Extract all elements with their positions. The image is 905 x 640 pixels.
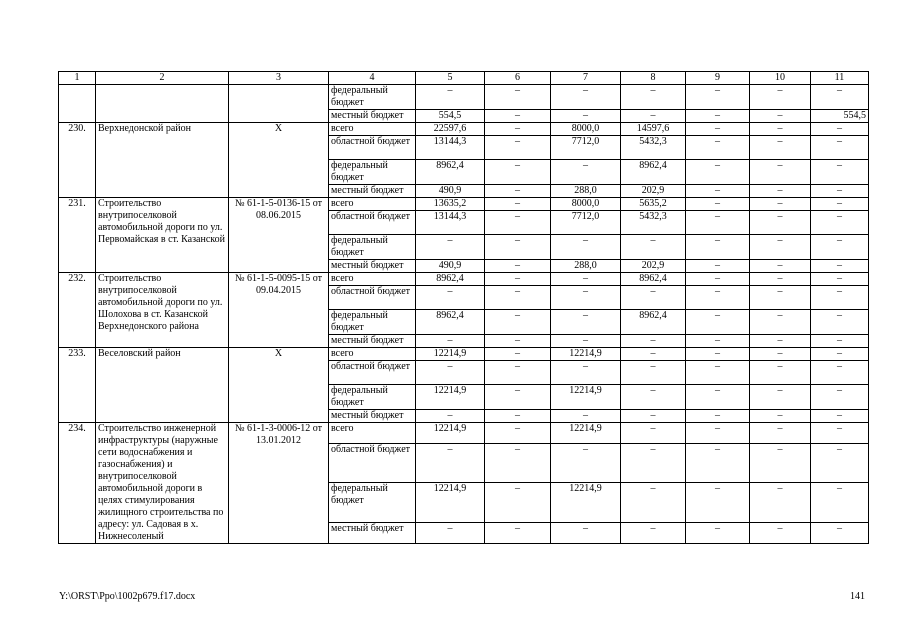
value-cell: – [485,198,551,211]
value-cell: – [416,410,485,423]
value-cell: – [750,310,811,335]
column-header: 11 [811,72,869,85]
document-ref: Х [229,123,329,198]
value-cell: – [811,85,869,110]
value-cell: – [811,410,869,423]
value-cell: 12214,9 [551,385,621,410]
value-cell: – [686,211,750,235]
value-cell: – [485,235,551,260]
budget-source-label: федеральный бюджет [329,160,416,185]
budget-source-label: областной бюджет [329,361,416,385]
value-cell: – [621,385,686,410]
value-cell: – [750,523,811,544]
value-cell: – [485,160,551,185]
value-cell: 13144,3 [416,136,485,160]
value-cell: – [811,423,869,444]
value-cell: 288,0 [551,185,621,198]
footer-file-path: Y:\ORST\Ppo\1002p679.f17.docx [59,591,196,602]
value-cell: 22597,6 [416,123,485,136]
value-cell: – [621,110,686,123]
value-cell: – [416,443,485,482]
value-cell: – [485,423,551,444]
budget-source-label: федеральный бюджет [329,310,416,335]
value-cell: – [750,160,811,185]
header-row [59,72,869,85]
budget-source-label: местный бюджет [329,260,416,273]
value-cell: – [811,348,869,361]
document-ref: № 61-1-3-0006-12 от 13.01.2012 [229,423,329,544]
table-row [59,123,869,136]
budget-source-label: областной бюджет [329,136,416,160]
budget-source-label: местный бюджет [329,523,416,544]
value-cell: – [686,310,750,335]
value-cell: 8962,4 [621,310,686,335]
table-row [59,198,869,211]
value-cell: – [485,110,551,123]
value-cell: 12214,9 [416,423,485,444]
value-cell: – [485,385,551,410]
value-cell: 554,5 [811,110,869,123]
object-name: Строительство инженерной инфраструктуры (наружные сети водоснабжения и газоснабжения) и внутрипоселковой автомобильной дороги в целях стимулирования жилищного строительства по адресу: ул. Садовая в х. Нижнесоленый [96,423,229,544]
value-cell: – [485,286,551,310]
value-cell: – [811,335,869,348]
value-cell: 5432,3 [621,136,686,160]
value-cell: 202,9 [621,185,686,198]
document-ref: Х [229,348,329,423]
column-header: 5 [416,72,485,85]
value-cell: 5635,2 [621,198,686,211]
value-cell: 8000,0 [551,123,621,136]
budget-table [58,71,869,544]
value-cell: – [621,361,686,385]
value-cell: – [621,482,686,522]
value-cell: – [621,335,686,348]
object-name: Веселовский район [96,348,229,423]
column-header: 4 [329,72,416,85]
budget-source-label: федеральный бюджет [329,85,416,110]
value-cell: – [750,361,811,385]
value-cell: 12214,9 [551,423,621,444]
value-cell: – [750,235,811,260]
value-cell: – [686,273,750,286]
value-cell: – [485,85,551,110]
value-cell: – [750,198,811,211]
value-cell: – [485,136,551,160]
value-cell: – [551,410,621,423]
value-cell: – [485,310,551,335]
table-row [59,348,869,361]
budget-source-label: областной бюджет [329,286,416,310]
value-cell: – [686,198,750,211]
column-header: 9 [686,72,750,85]
value-cell: – [551,235,621,260]
value-cell: – [686,235,750,260]
column-header: 8 [621,72,686,85]
value-cell: 12214,9 [551,348,621,361]
value-cell: – [750,136,811,160]
value-cell: 8962,4 [621,273,686,286]
value-cell: – [485,123,551,136]
value-cell: 14597,6 [621,123,686,136]
budget-source-label: местный бюджет [329,110,416,123]
value-cell: – [750,443,811,482]
object-name: Строительство внутрипоселковой автомобильной дороги по ул. Шолохова в ст. Казанской Верхнедонского района [96,273,229,348]
value-cell: – [686,136,750,160]
column-header: 7 [551,72,621,85]
value-cell: – [551,361,621,385]
budget-source-label: всего [329,423,416,444]
value-cell: – [551,335,621,348]
value-cell: 288,0 [551,260,621,273]
value-cell: – [686,85,750,110]
value-cell: – [485,348,551,361]
value-cell: – [811,286,869,310]
value-cell: – [811,385,869,410]
value-cell: – [485,361,551,385]
value-cell: – [750,273,811,286]
column-header: 3 [229,72,329,85]
value-cell: – [485,273,551,286]
document-ref: № 61-1-5-0136-15 от 08.06.2015 [229,198,329,273]
value-cell: – [621,286,686,310]
value-cell: 12214,9 [416,482,485,522]
document-ref [229,85,329,123]
value-cell: – [416,286,485,310]
row-number: 232. [59,273,96,348]
value-cell: 554,5 [416,110,485,123]
value-cell: – [485,443,551,482]
value-cell: – [686,260,750,273]
value-cell: – [416,235,485,260]
value-cell: – [485,410,551,423]
value-cell: 12214,9 [416,348,485,361]
row-number: 230. [59,123,96,198]
value-cell: – [811,160,869,185]
footer-page-number: 141 [850,591,865,602]
value-cell: – [750,110,811,123]
value-cell: – [416,335,485,348]
value-cell: – [416,361,485,385]
value-cell: – [621,85,686,110]
table-row [59,85,869,110]
value-cell: – [811,443,869,482]
value-cell: 202,9 [621,260,686,273]
value-cell: – [485,523,551,544]
value-cell: – [621,348,686,361]
value-cell: – [686,123,750,136]
value-cell: – [621,443,686,482]
value-cell: – [551,273,621,286]
value-cell: – [811,211,869,235]
value-cell: 13144,3 [416,211,485,235]
column-header: 2 [96,72,229,85]
value-cell: 490,9 [416,185,485,198]
budget-source-label: областной бюджет [329,443,416,482]
value-cell: – [811,185,869,198]
budget-source-label: всего [329,123,416,136]
budget-source-label: местный бюджет [329,335,416,348]
row-number: 231. [59,198,96,273]
value-cell: – [750,385,811,410]
value-cell: – [811,123,869,136]
value-cell: – [485,211,551,235]
value-cell: – [551,443,621,482]
value-cell: – [551,85,621,110]
value-cell: – [811,273,869,286]
value-cell: – [416,85,485,110]
value-cell: – [750,286,811,310]
value-cell: – [811,136,869,160]
value-cell: – [811,482,869,522]
value-cell: 8962,4 [416,160,485,185]
value-cell: – [551,110,621,123]
value-cell: – [750,335,811,348]
value-cell: – [750,423,811,444]
value-cell: – [686,160,750,185]
budget-source-label: местный бюджет [329,185,416,198]
value-cell: – [551,523,621,544]
value-cell: – [686,423,750,444]
value-cell: – [686,286,750,310]
value-cell: – [621,410,686,423]
value-cell: 12214,9 [416,385,485,410]
value-cell: – [750,211,811,235]
value-cell: 7712,0 [551,211,621,235]
budget-source-label: местный бюджет [329,410,416,423]
value-cell: – [750,410,811,423]
value-cell: – [750,260,811,273]
value-cell: – [750,348,811,361]
value-cell: 12214,9 [551,482,621,522]
value-cell: – [750,185,811,198]
value-cell: 8962,4 [621,160,686,185]
value-cell: 490,9 [416,260,485,273]
row-number: 233. [59,348,96,423]
row-number: 234. [59,423,96,544]
budget-source-label: всего [329,348,416,361]
value-cell: – [621,423,686,444]
column-header: 1 [59,72,96,85]
value-cell: – [811,198,869,211]
value-cell: – [686,443,750,482]
value-cell: – [485,335,551,348]
table-row [59,273,869,286]
value-cell: – [686,110,750,123]
budget-source-label: всего [329,198,416,211]
value-cell: – [686,482,750,522]
value-cell: – [621,235,686,260]
column-header: 6 [485,72,551,85]
value-cell: – [750,482,811,522]
object-name: Строительство внутрипоселковой автомобильной дороги по ул. Первомайская в ст. Казанской [96,198,229,273]
value-cell: – [686,335,750,348]
value-cell: 8000,0 [551,198,621,211]
object-name: Верхнедонской район [96,123,229,198]
value-cell: – [485,482,551,522]
value-cell: – [686,361,750,385]
value-cell: – [686,410,750,423]
value-cell: 7712,0 [551,136,621,160]
value-cell: 8962,4 [416,273,485,286]
budget-source-label: федеральный бюджет [329,385,416,410]
row-number [59,85,96,123]
budget-source-label: областной бюджет [329,211,416,235]
value-cell: – [686,523,750,544]
value-cell: – [811,361,869,385]
value-cell: – [811,235,869,260]
value-cell: – [551,160,621,185]
value-cell: 5432,3 [621,211,686,235]
value-cell: 13635,2 [416,198,485,211]
budget-source-label: федеральный бюджет [329,482,416,522]
value-cell: – [811,523,869,544]
value-cell: 8962,4 [416,310,485,335]
column-header: 10 [750,72,811,85]
value-cell: – [416,523,485,544]
object-name [96,85,229,123]
table-row [59,423,869,444]
value-cell: – [621,523,686,544]
value-cell: – [811,260,869,273]
value-cell: – [686,185,750,198]
value-cell: – [551,286,621,310]
value-cell: – [485,185,551,198]
document-ref: № 61-1-5-0095-15 от 09.04.2015 [229,273,329,348]
value-cell: – [750,123,811,136]
value-cell: – [551,310,621,335]
value-cell: – [811,310,869,335]
value-cell: – [686,385,750,410]
value-cell: – [686,348,750,361]
budget-source-label: федеральный бюджет [329,235,416,260]
budget-source-label: всего [329,273,416,286]
value-cell: – [485,260,551,273]
value-cell: – [750,85,811,110]
